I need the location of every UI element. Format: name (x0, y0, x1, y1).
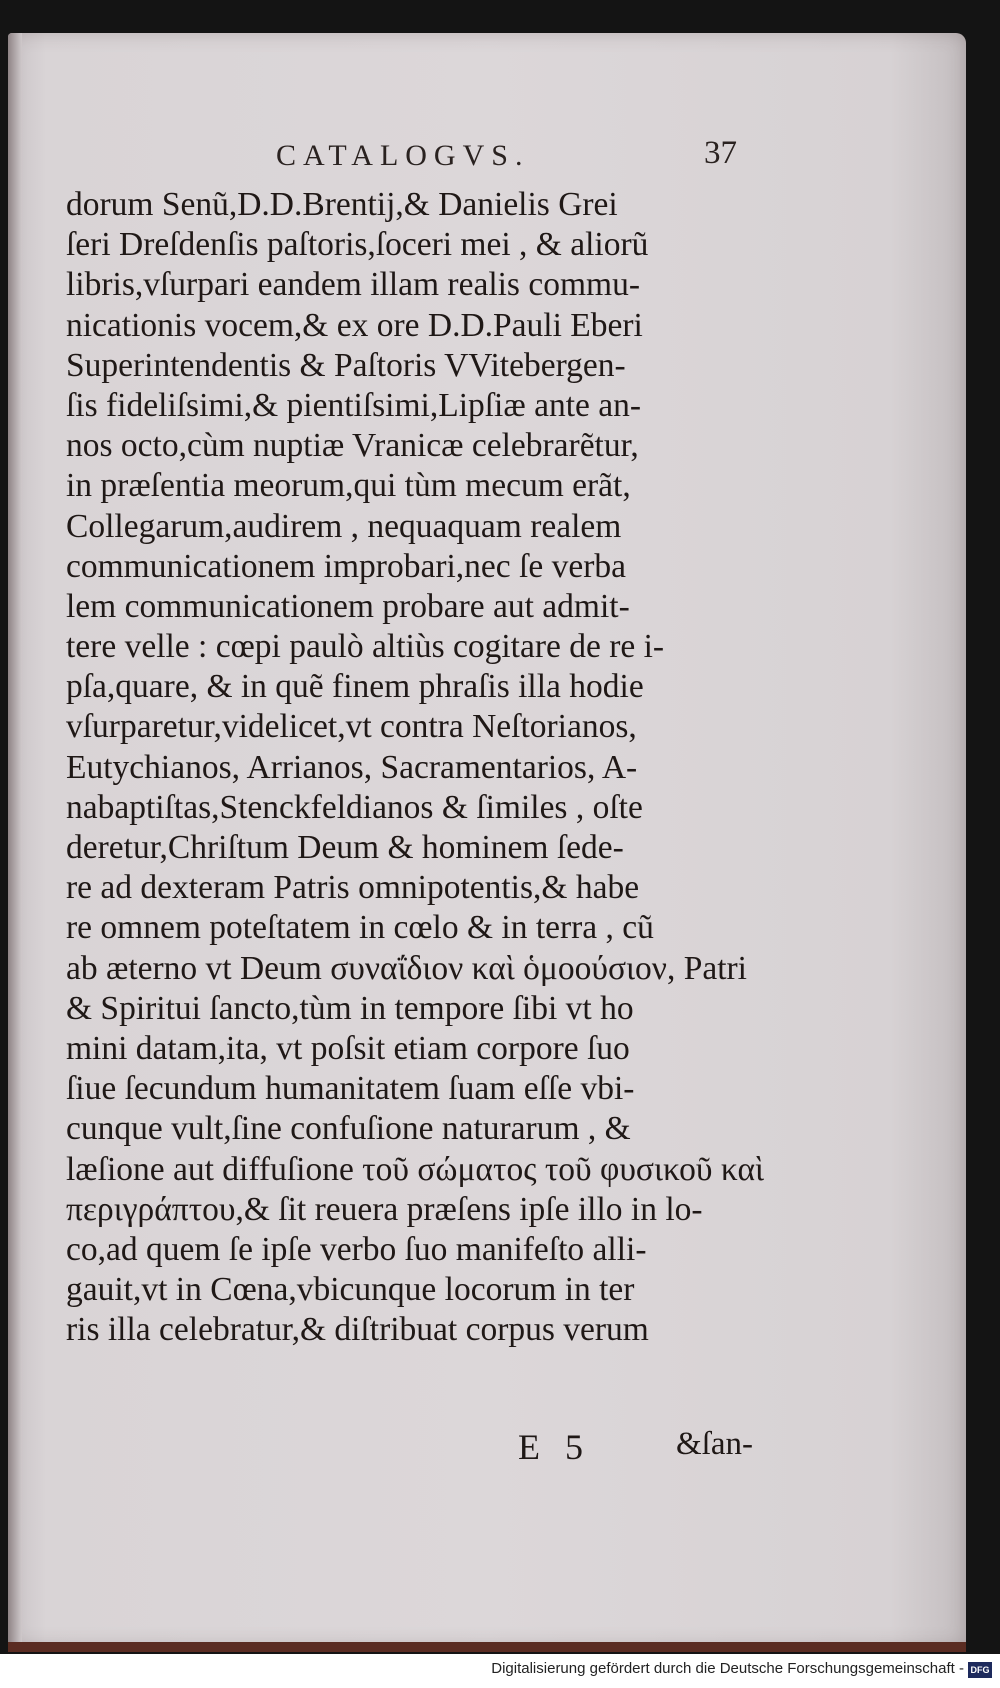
text-line: communicationem improbari,nec ſe verba (66, 547, 626, 585)
text-line: ſeri Dreſdenſis paſtoris,ſoceri mei , & aliorũ (66, 226, 649, 264)
text-line: re omnem poteſtatem in cœlo & in terra , cũ (66, 909, 654, 947)
text-line: ſiue ſecundum humanitatem ſuam eſſe vbi- (66, 1070, 635, 1108)
page-edge (8, 1642, 966, 1652)
text-line: lem communicationem probare aut admit- (66, 587, 630, 625)
text-line: tere velle : cœpi paulò altiùs cogitare de re i- (66, 628, 665, 666)
text-line: nabaptiſtas,Stenckfeldianos & ſimiles , oſte (66, 788, 643, 826)
text-line: libris,vſurpari eandem illam realis commu- (66, 266, 640, 304)
text-line: deretur,Chriſtum Deum & hominem ſede- (66, 829, 624, 866)
dfg-logo-icon: DFG (968, 1662, 992, 1678)
text-line: ris illa celebratur,& diſtribuat corpus verum (66, 1311, 649, 1349)
page-foot (8, 1426, 966, 1470)
text-line: Eutychianos, Arrianos, Sacramentarios, A- (66, 748, 638, 786)
text-line: in præſentia meorum,qui tùm mecum erãt, (66, 467, 631, 505)
signature-mark: E 5 (518, 1427, 591, 1467)
body-text (66, 185, 806, 1350)
text-line: re ad dexteram Patris omnipotentis,& habe (66, 869, 640, 907)
text-line: læſione aut diffuſione τοῦ σώματος τοῦ φυσικοῦ καὶ (66, 1150, 765, 1188)
text-line: ab æterno vt Deum συναΐδιον καὶ ὁμοούσιον, Patri (66, 949, 747, 987)
text-line: περιγράπτου,& ſit reuera præſens ipſe illo in lo- (66, 1190, 703, 1228)
digitization-footer (0, 1654, 1000, 1688)
text-line: & Spiritui ſancto,tùm in tempore ſibi vt ho (66, 989, 634, 1027)
text-line: vſurparetur,videlicet,vt contra Neſtorianos, (66, 708, 637, 746)
text-line: gauit,vt in Cœna,vbicunque locorum in ter (66, 1271, 635, 1309)
page-number: 37 (704, 135, 737, 171)
text-line: Collegarum,audirem , nequaquam realem (66, 507, 622, 545)
funding-credit: Digitalisierung gefördert durch die Deutsche Forschungsgemeinschaft - (491, 1660, 964, 1677)
text-line: dorum Senũ,D.D.Brentij,& Danielis Grei (66, 186, 618, 223)
text-line: ſis fideliſsimi,& pientiſsimi,Lipſiæ ante an- (66, 386, 642, 424)
text-line: cunque vult,ſine confuſione naturarum , & (66, 1110, 631, 1148)
page-gutter (8, 33, 22, 1646)
text-line: mini datam,ita, vt poſsit etiam corpore ſuo (66, 1029, 630, 1067)
text-line: pſa,quare, & in quẽ finem phraſis illa hodie (66, 668, 644, 706)
running-head (8, 135, 966, 179)
catchword: &ſan- (676, 1426, 753, 1462)
text-line: Superintendentis & Paſtoris VVitebergen- (66, 346, 626, 384)
text-line: nicationis vocem,& ex ore D.D.Pauli Eberi (66, 306, 643, 344)
book-page (8, 33, 966, 1646)
running-title: CATALOGVS. (276, 139, 530, 172)
text-line: nos octo,cùm nuptiæ Vranicæ celebrarẽtur, (66, 427, 639, 465)
text-line: co,ad quem ſe ipſe verbo ſuo manifeſto alli- (66, 1230, 647, 1268)
